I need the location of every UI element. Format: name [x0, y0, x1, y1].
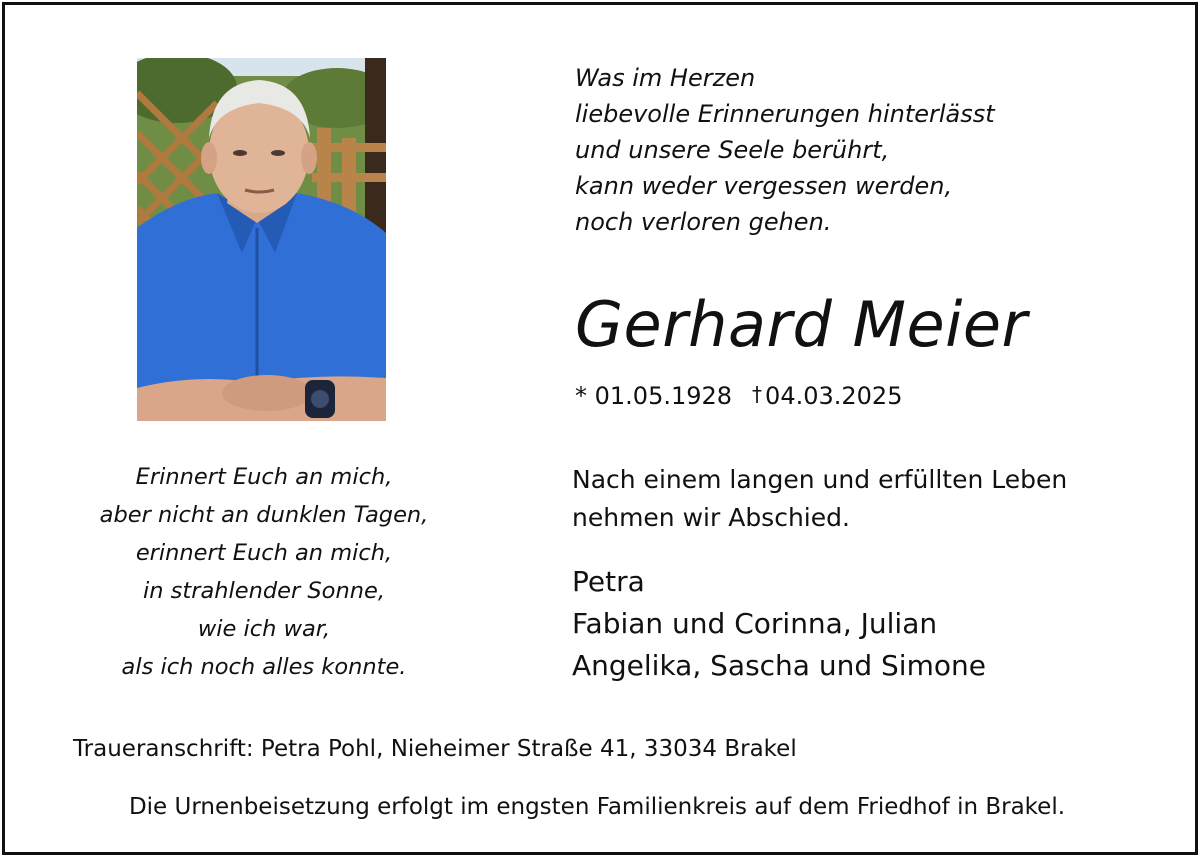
- poem-line: in strahlender Sonne,: [143, 578, 385, 604]
- family-names: [572, 561, 986, 687]
- life-dates: [575, 379, 902, 414]
- quote-line: noch verloren gehen.: [575, 208, 832, 236]
- opening-quote: [575, 60, 1135, 240]
- family-line: Petra: [572, 565, 645, 598]
- farewell-line: nehmen wir Abschied.: [572, 503, 850, 532]
- cross-icon: †: [752, 382, 763, 406]
- farewell-line: Nach einem langen und erfüllten Leben: [572, 465, 1068, 494]
- poem-line: als ich noch alles konnte.: [121, 654, 407, 680]
- quote-line: und unsere Seele berührt,: [575, 136, 890, 164]
- family-line: Fabian und Corinna, Julian: [572, 607, 938, 640]
- farewell-text: [572, 461, 1067, 537]
- family-line: Angelika, Sascha und Simone: [572, 649, 986, 682]
- birth-date: * 01.05.1928: [575, 382, 733, 410]
- quote-line: Was im Herzen: [575, 64, 756, 92]
- poem-line: wie ich war,: [197, 616, 331, 642]
- deceased-name: Gerhard Meier: [575, 288, 1028, 361]
- portrait-photo: [137, 58, 386, 421]
- death-date: 04.03.2025: [765, 382, 903, 410]
- poem-line: aber nicht an dunklen Tagen,: [99, 502, 429, 528]
- funeral-note: Die Urnenbeisetzung erfolgt im engsten Familienkreis auf dem Friedhof in Brakel.: [128, 794, 1066, 820]
- memorial-poem: [59, 458, 469, 686]
- mourning-address: Traueranschrift: Petra Pohl, Nieheimer Straße 41, 33034 Brakel: [73, 736, 797, 762]
- quote-line: liebevolle Erinnerungen hinterlässt: [575, 100, 995, 128]
- poem-line: Erinnert Euch an mich,: [135, 464, 393, 490]
- obituary-frame: [2, 2, 1198, 855]
- quote-line: kann weder vergessen werden,: [575, 172, 953, 200]
- poem-line: erinnert Euch an mich,: [135, 540, 393, 566]
